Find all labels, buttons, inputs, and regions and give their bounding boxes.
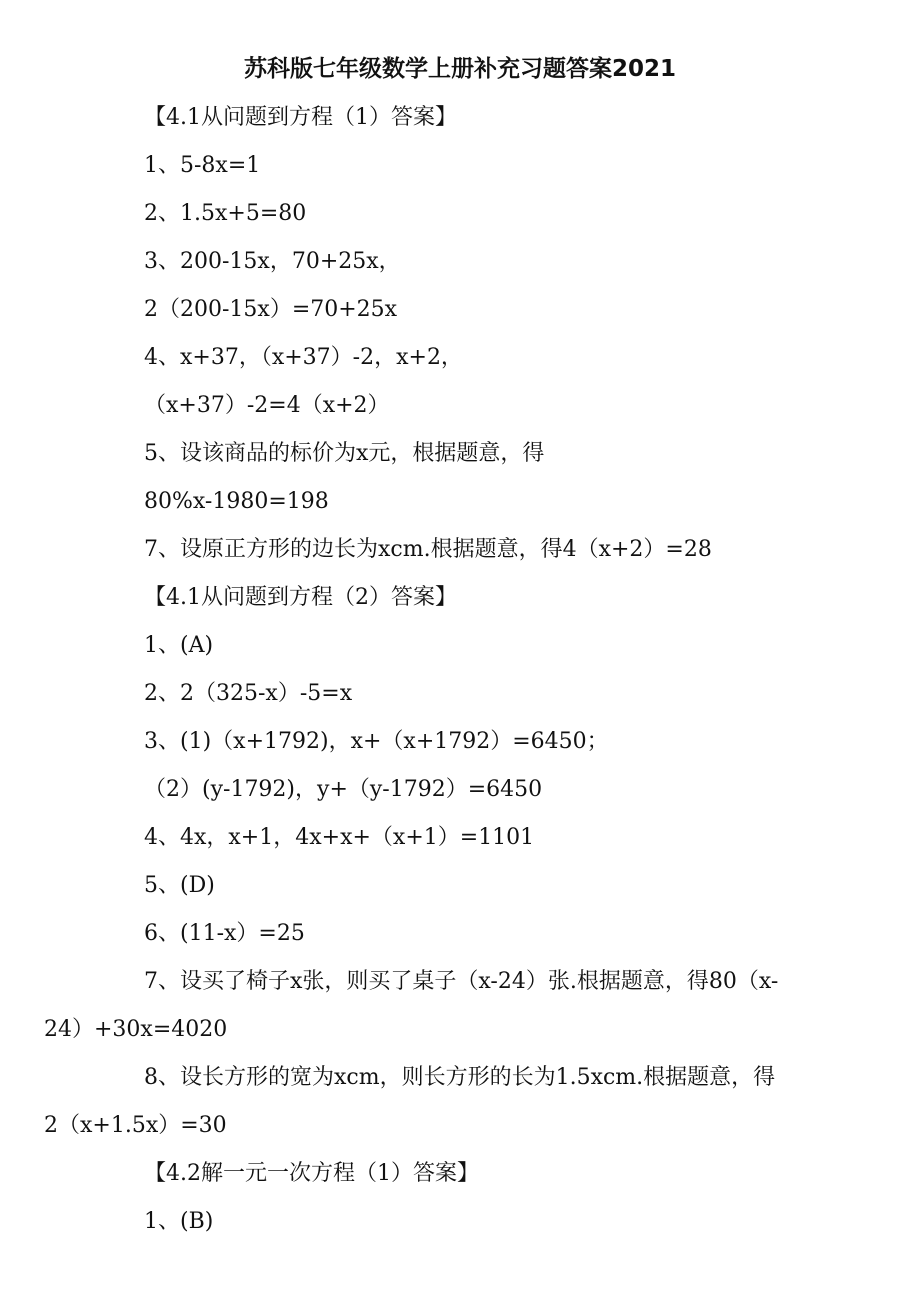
page-title: 苏科版七年级数学上册补充习题答案2021 [243, 56, 676, 82]
answer-line-continuation: 2（x+1.5x）=30 [44, 1113, 227, 1138]
answer-line: 1、(B) [144, 1209, 214, 1234]
answer-line: 1、(A) [144, 633, 214, 658]
answer-line: 3、(1)（x+1792)，x+（x+1792）=6450； [144, 729, 609, 754]
answer-line: 5、设该商品的标价为x元，根据题意，得 [144, 441, 545, 466]
answer-line: （2）(y-1792)，y+（y-1792）=6450 [144, 777, 543, 802]
answer-line: 80%x-1980=198 [144, 489, 329, 514]
answer-line: 1、5-8x=1 [144, 153, 261, 178]
answer-line-continuation: 24）+30x=4020 [44, 1017, 228, 1042]
answer-line: 2、2（325-x）-5=x [144, 681, 353, 706]
answer-line: 7、设买了椅子x张，则买了桌子（x-24）张.根据题意，得80（x- [144, 969, 779, 994]
answer-line: 3、200-15x，70+25x， [144, 249, 401, 274]
answer-line: 2、1.5x+5=80 [144, 201, 307, 226]
section-heading: 【4.1从问题到方程（1）答案】 [144, 105, 457, 130]
section-heading: 【4.2解一元一次方程（1）答案】 [144, 1161, 479, 1186]
section-heading: 【4.1从问题到方程（2）答案】 [144, 585, 457, 610]
answer-line: 4、x+37，（x+37）-2，x+2， [144, 345, 463, 370]
answer-line: 6、(11-x）=25 [144, 921, 305, 946]
answer-line: 4、4x，x+1，4x+x+（x+1）=1101 [144, 825, 535, 850]
answer-line: 8、设长方形的宽为xcm，则长方形的长为1.5xcm.根据题意，得 [144, 1065, 776, 1090]
answer-line: 5、(D) [144, 873, 215, 898]
answer-line: （x+37）-2=4（x+2） [144, 393, 390, 418]
answer-line: 2（200-15x）=70+25x [144, 297, 398, 322]
answer-line: 7、设原正方形的边长为xcm.根据题意，得4（x+2）=28 [144, 537, 712, 562]
